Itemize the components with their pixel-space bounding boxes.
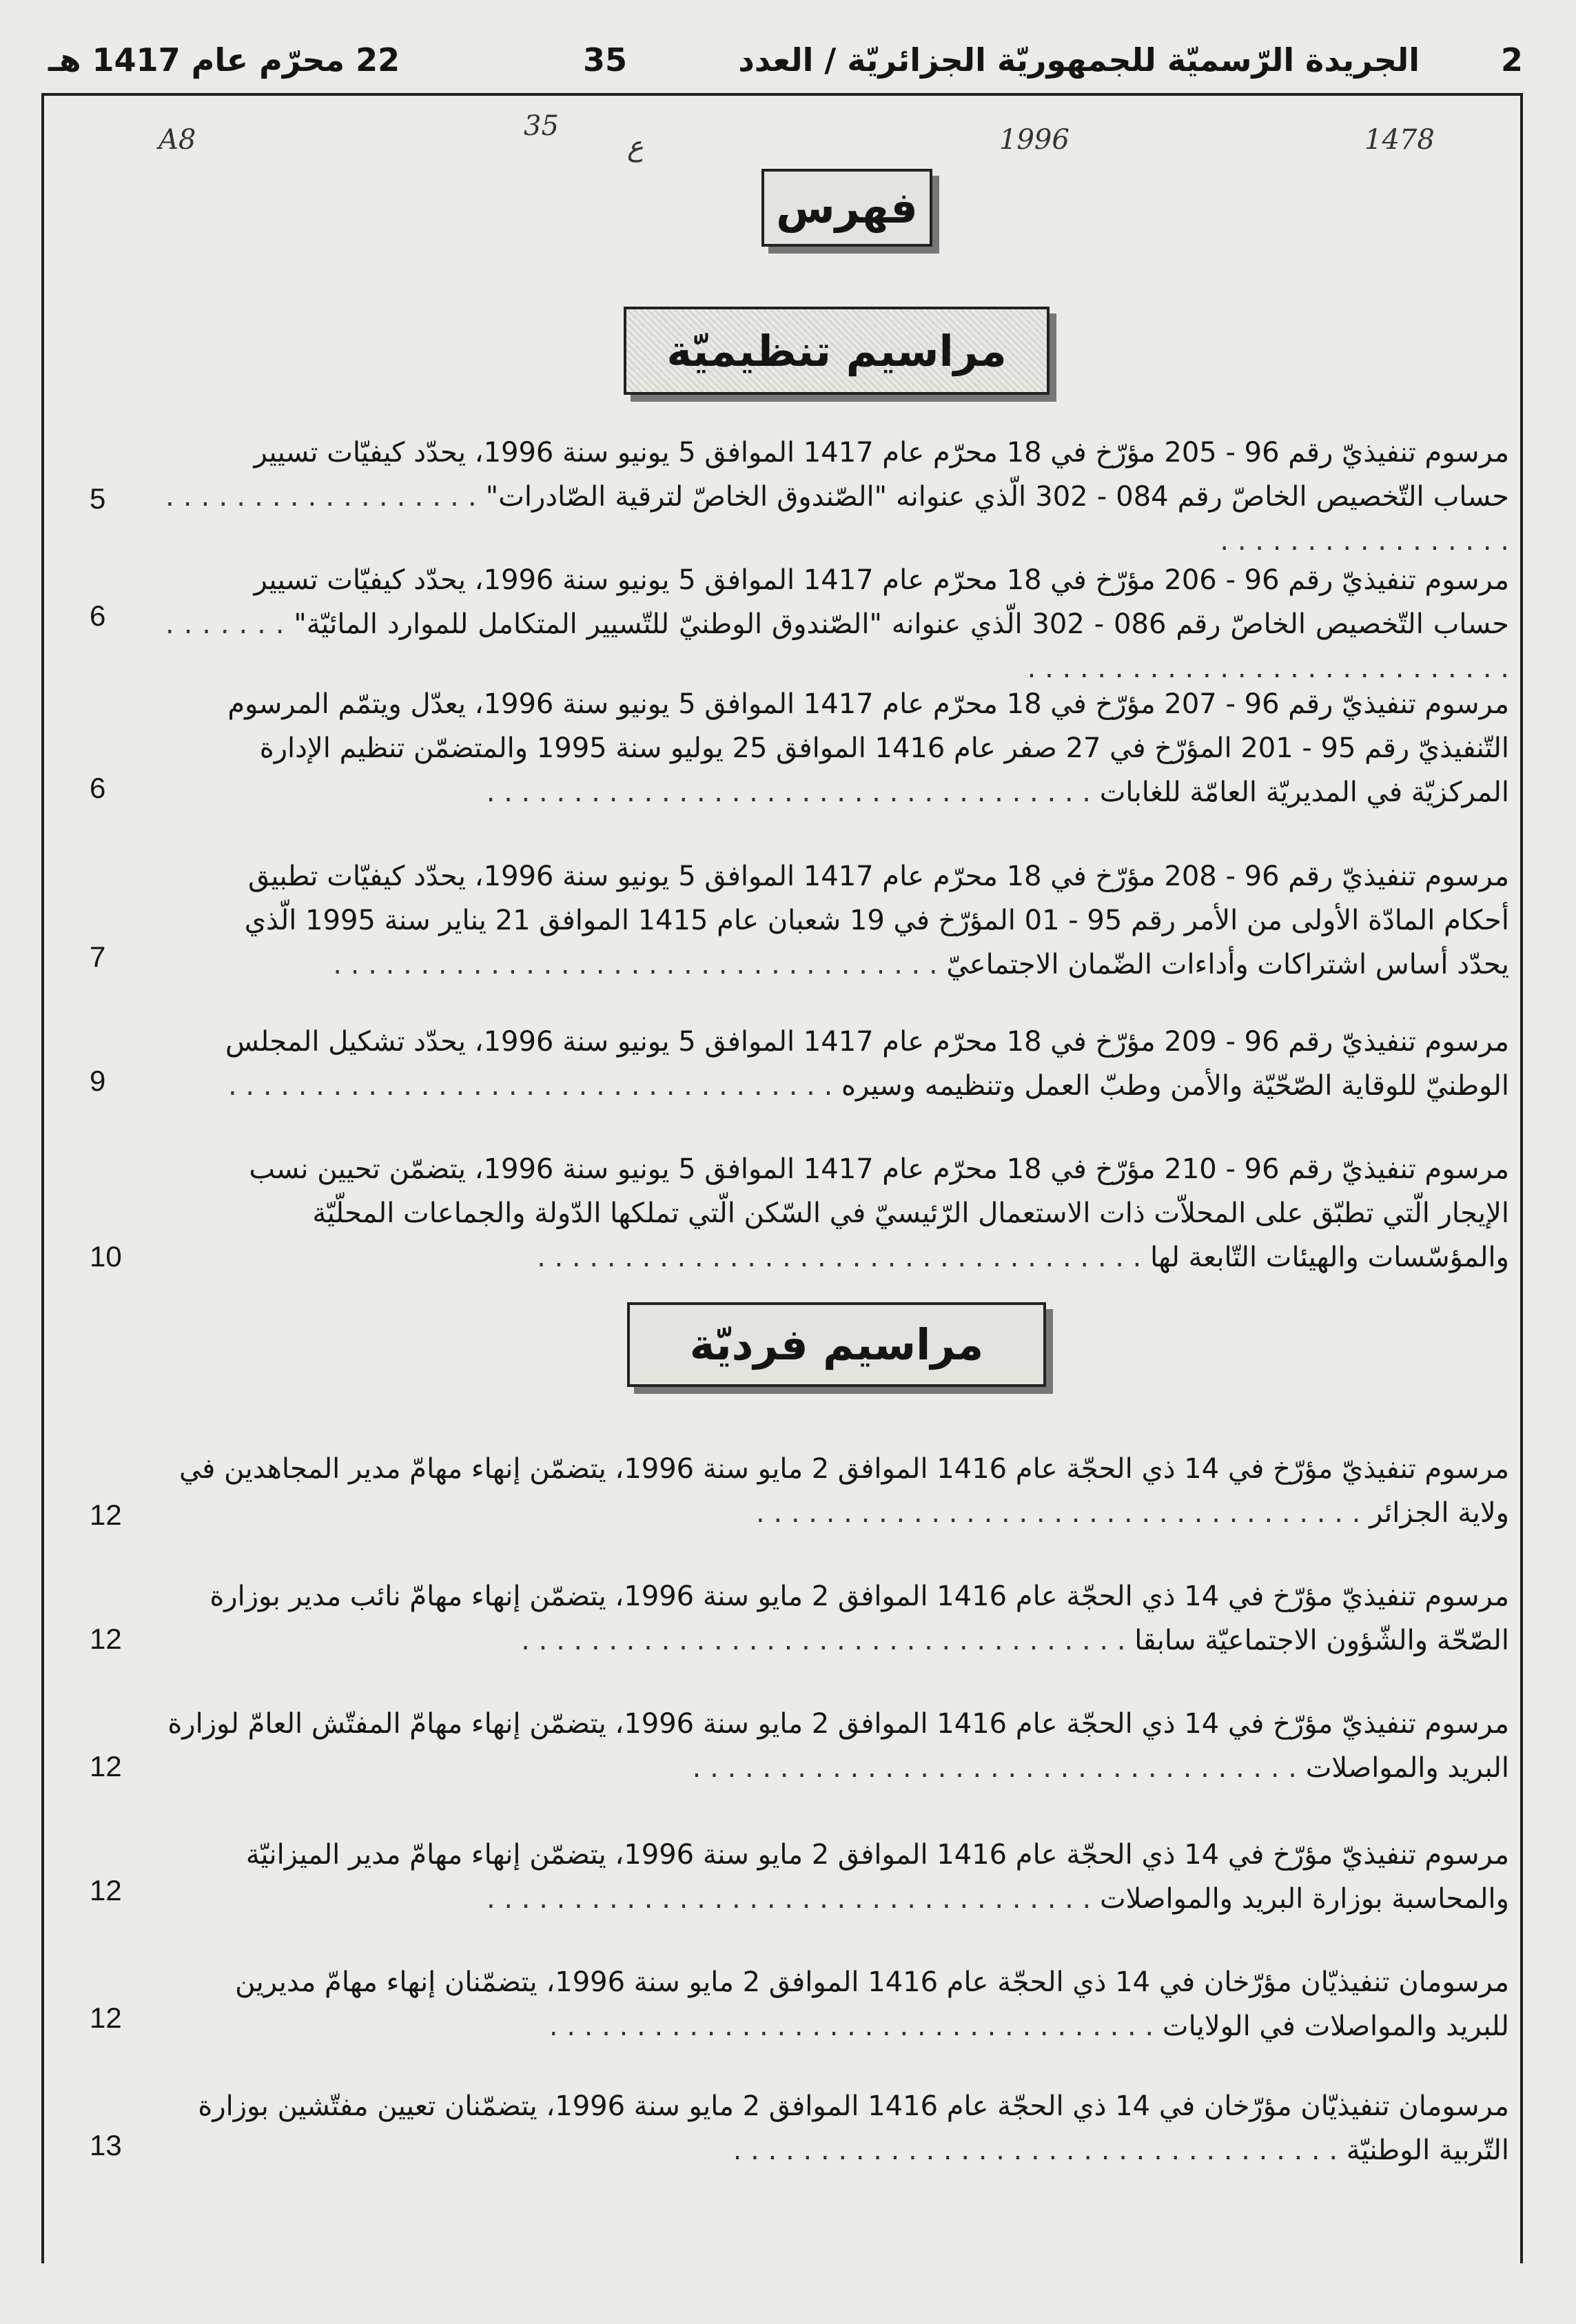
toc-page-number: 9 [90,1065,106,1097]
handwritten-note-a: 1478 [1364,124,1435,156]
header-date: 22 محرّم عام 1417 هـ [48,41,400,79]
page-number: 2 [1500,41,1523,79]
toc-entry: مرسوم تنفيذيّ مؤرّخ في 14 ذي الحجّة عام 1416 الموافق 2 مايو سنة 1996، يتضمّن إنهاء مهامّ المفتّش العامّ لوزارة البريد والمواصلات . . . [165,1702,1509,1790]
toc-page-number: 10 [90,1240,122,1273]
toc-entry: مرسوم تنفيذيّ رقم 96 - 207 مؤرّخ في 18 محرّم عام 1417 الموافق 5 يونيو سنة 1996، يعدّل ويتمّم المرسوم التّنفيذيّ رقم 95 - 201 المؤرّخ في 27 صفر عام 1416 الموافق 25 يوليو سنة 1995 والمتضمّن تنظيم الإدارة المركزيّة في المديريّة العامّة للغابات . . . [165,682,1509,814]
toc-entry: مرسومان تنفيذيّان مؤرّخان في 14 ذي الحجّة عام 1416 الموافق 2 مايو سنة 1996، يتضمّنان تعيين مفتّشين بوزارة التّربية الوطنيّة . . . [165,2084,1509,2172]
handwritten-note-c: ع [627,131,644,163]
toc-page-number: 5 [90,482,106,515]
issue-number: 35 [582,41,627,79]
toc-entry: مرسوم تنفيذيّ رقم 96 - 209 مؤرّخ في 18 محرّم عام 1417 الموافق 5 يونيو سنة 1996، يحدّد تشكيل المجلس الوطنيّ للوقاية الصّحّيّة والأمن وطبّ العمل وتنظيمه وسيره . . . [165,1020,1509,1108]
section-title-individual: مراسيم فرديّة [627,1302,1046,1387]
toc-page-number: 7 [90,940,106,973]
toc-entry: مرسومان تنفيذيّان مؤرّخان في 14 ذي الحجّة عام 1416 الموافق 2 مايو سنة 1996، يتضمّنان إنهاء مهامّ مديرين للبريد والمواصلات في الولايات . . . [165,1960,1509,2048]
toc-entry: مرسوم تنفيذيّ رقم 96 - 210 مؤرّخ في 18 محرّم عام 1417 الموافق 5 يونيو سنة 1996، يتضمّن تحيين نسب الإيجار الّتي تطبّق على المحلاّت ذات الاستعمال الرّئيسيّ في السّكن الّتي تملكها الدّولة والجماعات المحلّيّة والمؤسّسات والهيئات التّابعة لها . . . [165,1147,1509,1279]
toc-page-number: 6 [90,772,106,804]
toc-page-number: 12 [90,2002,122,2034]
toc-page-number: 12 [90,1499,122,1531]
handwritten-note-d: 35 [524,110,559,142]
handwritten-note-e: A8 [158,124,196,156]
journal-title: الجريدة الرّسميّة للجمهوريّة الجزائريّة / العدد [738,41,1420,79]
toc-entry: مرسوم تنفيذيّ مؤرّخ في 14 ذي الحجّة عام 1416 الموافق 2 مايو سنة 1996، يتضمّن إنهاء مهامّ مدير المجاهدين في ولاية الجزائر . . . [165,1447,1509,1535]
handwritten-note-b: 1996 [999,124,1070,156]
toc-entry: مرسوم تنفيذيّ مؤرّخ في 14 ذي الحجّة عام 1416 الموافق 2 مايو سنة 1996، يتضمّن إنهاء مهامّ نائب مدير بوزارة الصّحّة والشّؤون الاجتماعيّة سابقا . . . [165,1574,1509,1663]
toc-page-number: 6 [90,599,106,632]
section-title-regulatory: مراسيم تنظيميّة [624,307,1050,395]
page-header [41,28,1523,90]
toc-page-number: 12 [90,1623,122,1655]
toc-page-number: 13 [90,2129,122,2161]
toc-entry: مرسوم تنفيذيّ مؤرّخ في 14 ذي الحجّة عام 1416 الموافق 2 مايو سنة 1996، يتضمّن إنهاء مهامّ مدير الميزانيّة والمحاسبة بوزارة البريد والمواصلات . . . [165,1833,1509,1921]
toc-entry: مرسوم تنفيذيّ رقم 96 - 206 مؤرّخ في 18 محرّم عام 1417 الموافق 5 يونيو سنة 1996، يحدّد كيفيّات تسيير حساب التّخصيص الخاصّ رقم 086 - 302 الّذي عنوانه "الصّندوق الوطنيّ للتّسيير المتكامل للموارد المائيّة" . . . [165,558,1509,690]
toc-entry: مرسوم تنفيذيّ رقم 96 - 205 مؤرّخ في 18 محرّم عام 1417 الموافق 5 يونيو سنة 1996، يحدّد كيفيّات تسيير حساب التّخصيص الخاصّ رقم 084 - 302 الّذي عنوانه "الصّندوق الخاصّ لترقية الصّادرات" . . . [165,431,1509,563]
toc-page-number: 12 [90,1874,122,1906]
toc-entry: مرسوم تنفيذيّ رقم 96 - 208 مؤرّخ في 18 محرّم عام 1417 الموافق 5 يونيو سنة 1996، يحدّد كيفيّات تطبيق أحكام المادّة الأولى من الأمر رقم 95 - 01 المؤرّخ في 19 شعبان عام 1415 الموافق 21 يناير سنة 1995 الّذي يحدّد أساس اشتراكات وأداءات الضّمان الاجتماعيّ . . . [165,854,1509,987]
toc-page-number: 12 [90,1750,122,1782]
index-title: فهرس [761,169,932,247]
